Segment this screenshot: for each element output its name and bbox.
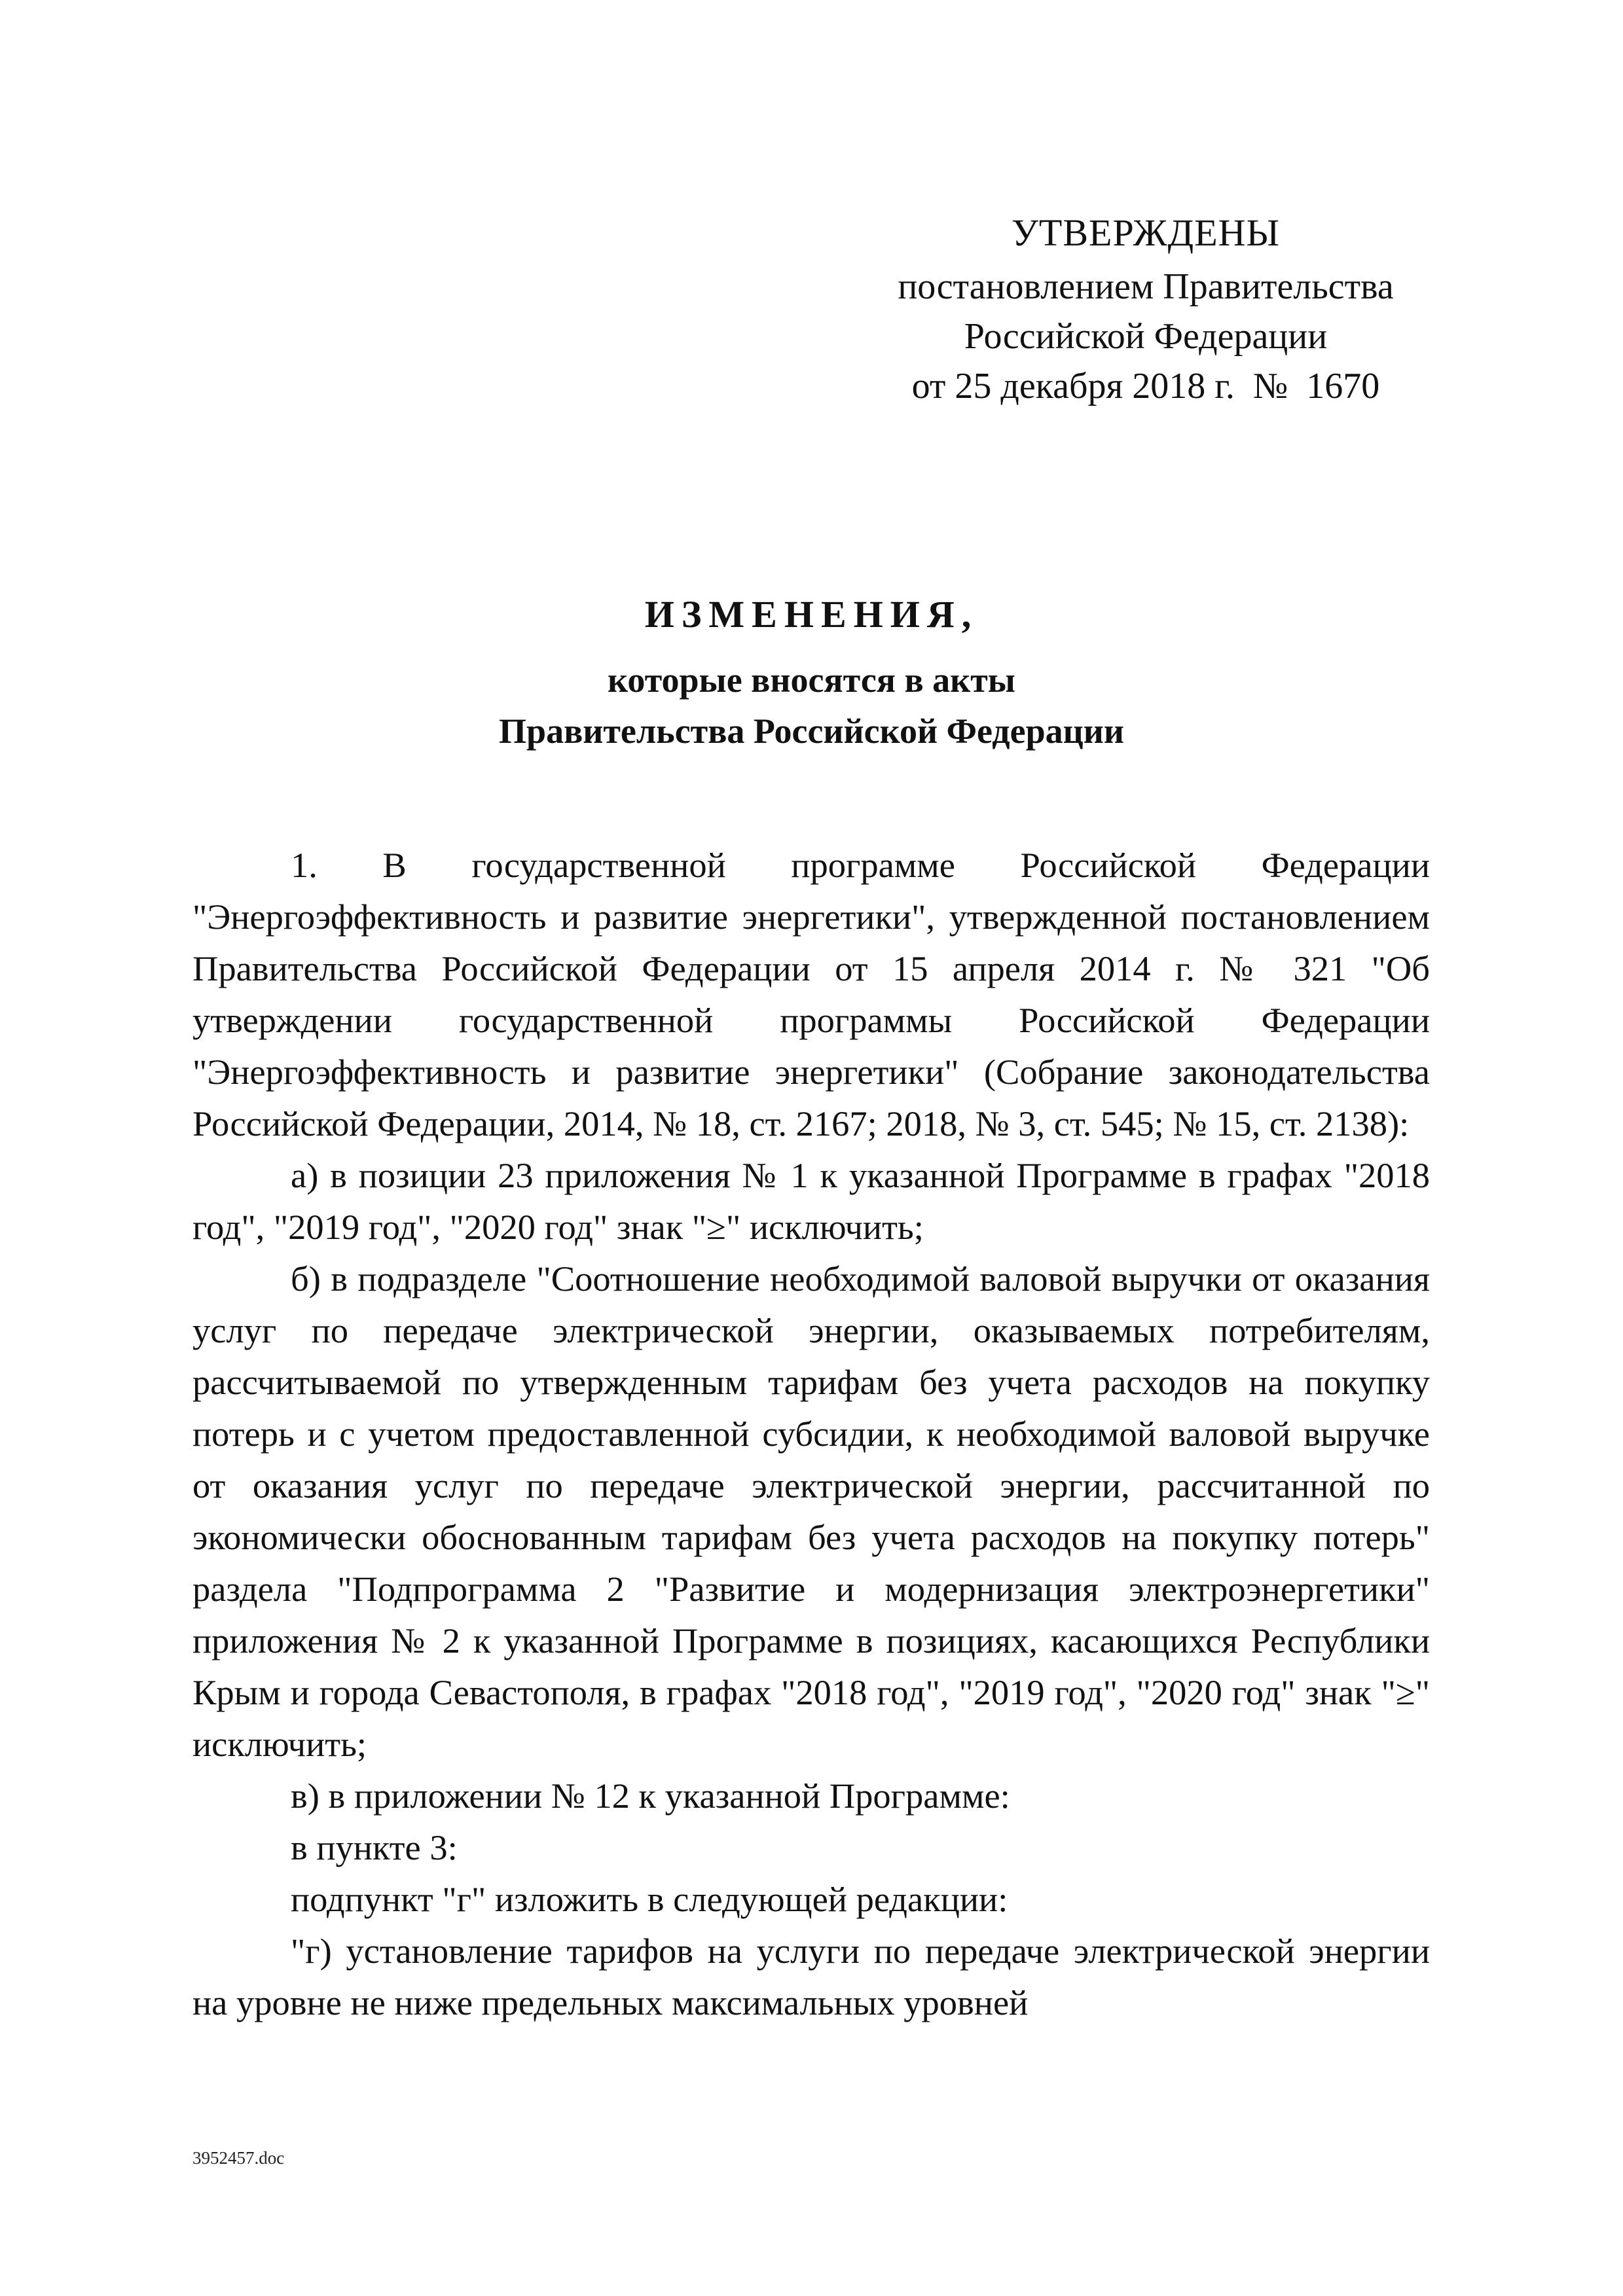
subtitle-line-2: Правительства Российской Федерации <box>499 711 1124 751</box>
approval-title: УТВЕРЖДЕНЫ <box>1011 211 1281 254</box>
paragraph-a: а) в позиции 23 приложения № 1 к указанной Программе в графах "2018 год", "2019 год", "2020 год" знак "≥" исключить; <box>192 1155 1430 1247</box>
approval-line-3: от 25 декабря 2018 г. № 1670 <box>911 366 1380 406</box>
paragraph-subpoint: подпункт "г" изложить в следующей редакции: <box>291 1879 1008 1919</box>
document-subtitle <box>0 655 1623 757</box>
approval-line-1: постановлением Правительства <box>898 266 1394 307</box>
paragraph-1: 1. В государственной программе Российской Федерации "Энергоэффективность и развитие энергетики", утвержденной постановлением Правительства Российской Федерации от 15 апреля 2014 г. № 321 "Об утверждении государственной программы Российской Федерации "Энергоэффективность и развитие энергетики" (Собрание законодательства Российской Федерации, 2014, № 18, ст. 2167; 2018, № 3, ст. 545; № 15, ст. 2138): <box>192 845 1430 1143</box>
paragraph-point-3: в пункте 3: <box>291 1827 458 1867</box>
subtitle-line-1: которые вносятся в акты <box>608 660 1015 700</box>
approval-block <box>851 208 1440 411</box>
paragraph-v: в) в приложении № 12 к указанной Программе: <box>291 1776 1010 1816</box>
approval-line-2: Российской Федерации <box>964 316 1328 357</box>
paragraph-g: "г) установление тарифов на услуги по передаче электрической энергии на уровне не ниже предельных максимальных уровней <box>192 1931 1430 2022</box>
document-body <box>192 839 1430 2028</box>
doc-file-code: 3952457.doc <box>192 2148 285 2168</box>
paragraph-b: б) в подразделе "Соотношение необходимой валовой выручки от оказания услуг по передаче электрической энергии, оказываемых потребителям, рассчитываемой по утвержденным тарифам без учета расходов на покупку потерь и с учетом предоставленной субсидии, к необходимой валовой выручке от оказания услуг по передаче электрической энергии, рассчитанной по экономически обоснованным тарифам без учета расходов на покупку потерь" раздела "Подпрограмма 2 "Развитие и модернизация электроэнергетики" приложения № 2 к указанной Программе в позициях, касающихся Республики Крым и города Севастополя, в графах "2018 год", "2019 год", "2020 год" знак "≥" исключить; <box>192 1259 1430 1764</box>
document-title: ИЗМЕНЕНИЯ, <box>644 593 979 636</box>
